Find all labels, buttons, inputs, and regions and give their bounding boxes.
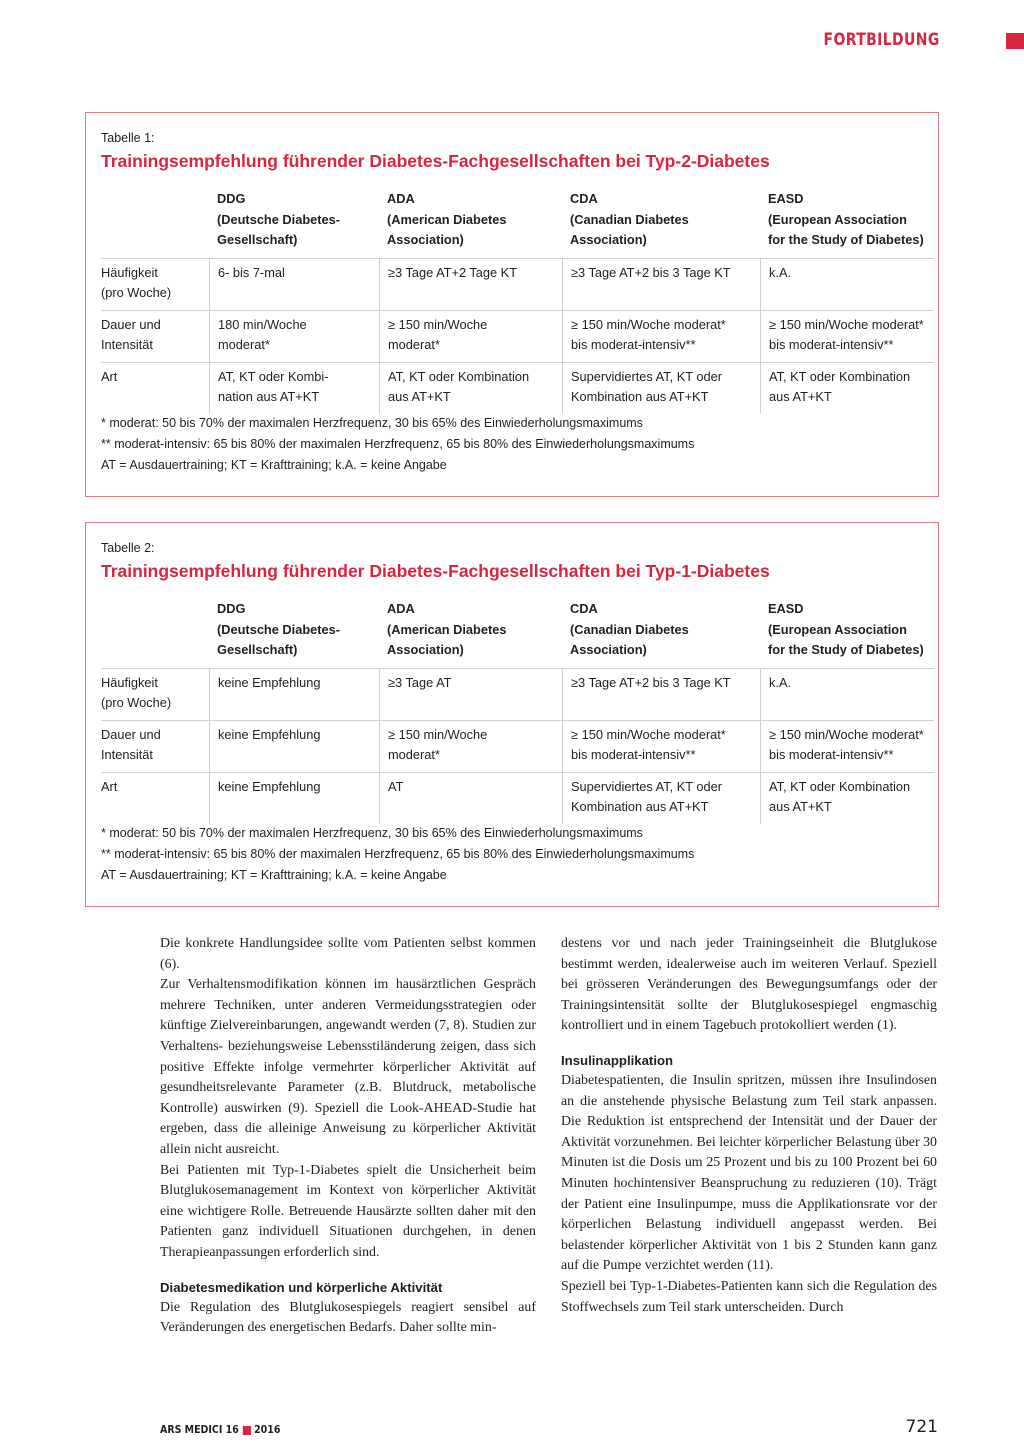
journal-name: ARS MEDICI 16 — [160, 1424, 239, 1436]
paragraph: Speziell bei Typ-1-Diabetes-Patienten kann sich die Regulation des Stoffwechsels zum Teil stark unterscheiden. Durch — [561, 1278, 937, 1315]
table-cell: ≥3 Tage AT+2 bis 3 Tage KT — [562, 259, 760, 310]
table-2 — [85, 522, 939, 907]
table-notes — [101, 823, 694, 885]
header-ddg: DDG (Deutsche Diabetes- Gesellschaft) — [217, 191, 341, 247]
row-label: Häufigkeit (pro Woche) — [101, 674, 172, 710]
header-easd: EASD (European Association for the Study of Diabetes) — [768, 191, 924, 247]
table-cell: AT, KT oder Kombination aus AT+KT — [760, 773, 934, 824]
table-title: Trainingsempfehlung führender Diabetes-Fachgesellschaften bei Typ-1-Diabetes — [101, 561, 770, 581]
note-moderat-intensiv: ** moderat-intensiv: 65 bis 80% der maximalen Herzfrequenz, 65 bis 80% des Einwiederholungsmaximums — [101, 846, 695, 861]
header-ddg: DDG (Deutsche Diabetes- Gesellschaft) — [217, 601, 341, 657]
body-column-left — [160, 934, 536, 1339]
table-cell: ≥3 Tage AT — [379, 669, 562, 720]
table-cell: k.A. — [760, 259, 934, 310]
table-row — [101, 311, 934, 363]
subheading: Insulinapplikation — [561, 1052, 674, 1068]
table-cell: keine Empfehlung — [209, 721, 379, 772]
table-grid — [101, 189, 934, 414]
table-header-row — [101, 189, 934, 259]
header-empty — [101, 599, 209, 661]
table-cell: AT, KT oder Kombi- nation aus AT+KT — [209, 363, 379, 414]
table-cell: k.A. — [760, 669, 934, 720]
header-ada: ADA (American Diabetes Association) — [387, 191, 507, 247]
header-cda: CDA (Canadian Diabetes Association) — [570, 191, 689, 247]
paragraph: Die Regulation des Blutglukosespiegels reagiert sensibel auf Veränderungen des energetischen Bedarfs. Daher sollte min- — [160, 1299, 536, 1336]
table-row — [101, 259, 934, 311]
table-1 — [85, 112, 939, 497]
table-number: Tabelle 1: — [101, 131, 155, 145]
header-ada: ADA (American Diabetes Association) — [387, 601, 507, 657]
row-label: Art — [101, 368, 118, 384]
table-cell: 6- bis 7-mal — [209, 259, 379, 310]
table-row — [101, 721, 934, 773]
paragraph: Die konkrete Handlungsidee sollte vom Patienten selbst kommen (6). — [160, 936, 536, 972]
paragraph: destens vor und nach jeder Trainingseinheit die Blutglukose bestimmt werden, idealerweise auch im weiteren Verlauf. Speziell bei grösseren Veränderungen des Bewegungsumfangs oder der Trainingsintensität sollte der Blutglukosespiegel engmaschig kontrolliert und in einem Tagebuch protokolliert werden (1). — [561, 936, 937, 1034]
paragraph: Zur Verhaltensmodifikation können im hausärztlichen Gespräch mehrere Techniken, unter anderen Vermeidungsstrategien oder künftige Zielvereinbarungen, angewandt werden (7, 8). Studien zur Verhaltens- beziehungsweise Lebensstiländerung zeigen, dass sich positive Effekte infolge vermehrter körperlicher Aktivität auf gesundheitsrelevante Parameter (z.B. Blutdruck, metabolische Kontrolle) auswirken (9). Speziell die Look-AHEAD-Studie hat ergeben, dass die alleinige Anweisung zu körperlicher Aktivität allein nicht ausreicht. — [160, 977, 536, 1157]
note-moderat-intensiv: ** moderat-intensiv: 65 bis 80% der maximalen Herzfrequenz, 65 bis 80% des Einwiederholungsmaximums — [101, 436, 695, 451]
section-label: FORTBILDUNG — [823, 30, 940, 50]
footer-square-icon — [242, 1426, 250, 1435]
section-marker — [1006, 33, 1024, 49]
table-cell: Supervidiertes AT, KT oder Kombination aus AT+KT — [562, 773, 760, 824]
note-abbreviations: AT = Ausdauertraining; KT = Krafttraining; k.A. = keine Angabe — [101, 457, 447, 472]
paragraph: Diabetespatienten, die Insulin spritzen, müssen ihre Insulindosen an die anstehende physische Belastung zum Teil stark anpassen. Die Reduktion ist entsprechend der Intensität und der Dauer der Aktivität vorzunehmen. Bei leichter körperlicher Belastung über 30 Minuten ist die Dosis um 25 Prozent und bis zu 100 Prozent bei 60 Minuten hochintensiver Beanspruchung zu reduzieren (10). Trägt der Patient eine Insulinpumpe, muss die Applikationsrate vor der körperlichen Belastung individuell angepasst werden. Bei belastender körperlicher Aktivität von 1 bis 2 Stunden kann ganz auf die Pumpe verzichtet werden (11). — [561, 1072, 937, 1274]
subheading: Diabetesmedikation und körperliche Aktivität — [160, 1279, 443, 1295]
row-label: Dauer und Intensität — [101, 726, 161, 762]
table-cell: ≥3 Tage AT+2 Tage KT — [379, 259, 562, 310]
table-row — [101, 363, 934, 414]
table-cell: AT — [379, 773, 562, 824]
table-cell: 180 min/Woche moderat* — [209, 311, 379, 362]
row-label: Art — [101, 778, 118, 794]
header-easd: EASD (European Association for the Study of Diabetes) — [768, 601, 924, 657]
table-header-row — [101, 599, 934, 669]
table-cell: keine Empfehlung — [209, 773, 379, 824]
table-cell: ≥ 150 min/Woche moderat* bis moderat-intensiv** — [760, 311, 934, 362]
table-cell: ≥ 150 min/Woche moderat* bis moderat-intensiv** — [760, 721, 934, 772]
table-cell: keine Empfehlung — [209, 669, 379, 720]
journal-year: 2016 — [254, 1424, 281, 1436]
table-notes — [101, 413, 694, 475]
note-abbreviations: AT = Ausdauertraining; KT = Krafttraining; k.A. = keine Angabe — [101, 867, 447, 882]
note-moderat: * moderat: 50 bis 70% der maximalen Herzfrequenz, 30 bis 65% des Einwiederholungsmaximums — [101, 826, 643, 840]
row-label: Dauer und Intensität — [101, 316, 161, 352]
table-grid — [101, 599, 934, 824]
page-number: 721 — [905, 1417, 938, 1437]
table-number: Tabelle 2: — [101, 541, 155, 555]
table-cell: ≥ 150 min/Woche moderat* bis moderat-intensiv** — [562, 311, 760, 362]
table-title: Trainingsempfehlung führender Diabetes-Fachgesellschaften bei Typ-2-Diabetes — [101, 151, 770, 171]
journal-footer — [160, 1424, 280, 1436]
header-empty — [101, 189, 209, 251]
body-column-right — [561, 934, 937, 1318]
table-row — [101, 773, 934, 824]
row-label: Häufigkeit (pro Woche) — [101, 264, 172, 300]
table-row — [101, 669, 934, 721]
note-moderat: * moderat: 50 bis 70% der maximalen Herzfrequenz, 30 bis 65% des Einwiederholungsmaximums — [101, 416, 643, 430]
table-cell: AT, KT oder Kombination aus AT+KT — [379, 363, 562, 414]
table-cell: ≥ 150 min/Woche moderat* bis moderat-intensiv** — [562, 721, 760, 772]
table-cell: Supervidiertes AT, KT oder Kombination aus AT+KT — [562, 363, 760, 414]
table-cell: ≥ 150 min/Woche moderat* — [379, 721, 562, 772]
table-cell: ≥3 Tage AT+2 bis 3 Tage KT — [562, 669, 760, 720]
table-cell: AT, KT oder Kombination aus AT+KT — [760, 363, 934, 414]
table-cell: ≥ 150 min/Woche moderat* — [379, 311, 562, 362]
header-cda: CDA (Canadian Diabetes Association) — [570, 601, 689, 657]
paragraph: Bei Patienten mit Typ-1-Diabetes spielt die Unsicherheit beim Blutglukosemanagement im Kontext von körperlicher Aktivität eine wichtigere Rolle. Betreuende Hausärzte sollten daher mit den Patienten ganz individuell Situationen durchgehen, in denen Therapieanpassungen erforderlich sind. — [160, 1162, 536, 1260]
